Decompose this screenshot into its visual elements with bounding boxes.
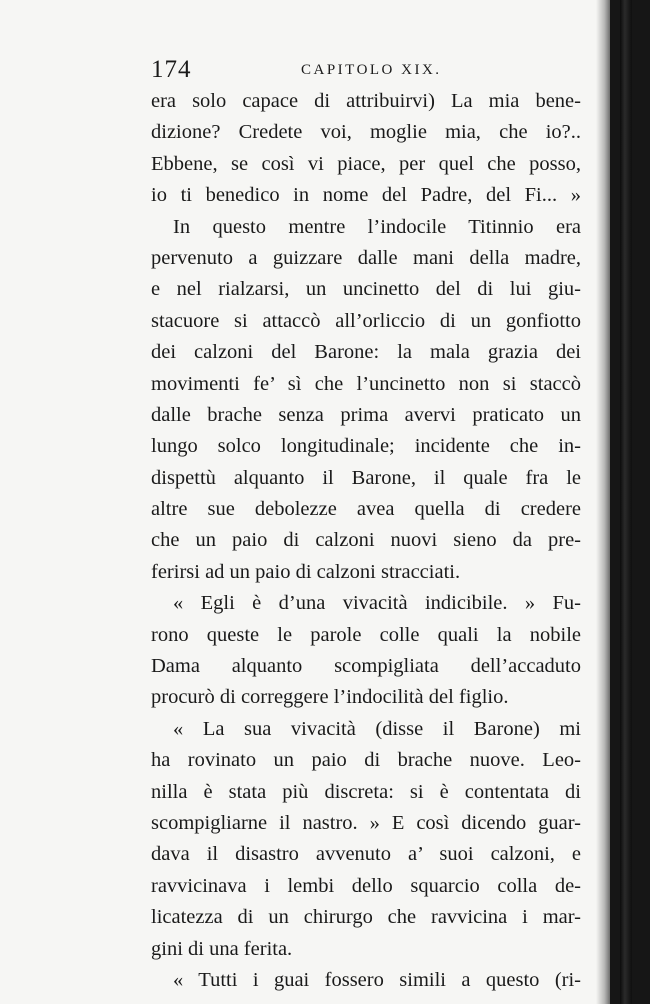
text-line: lungo solco longitudinale; incidente che in-	[151, 435, 581, 458]
body-text	[151, 86, 581, 996]
text-line: Ebbene, se così vi piace, per quel che posso,	[151, 152, 581, 175]
text-line: rono queste le parole colle quali la nobile	[151, 623, 581, 646]
text-line: nilla è stata più discreta: si è contentata di	[151, 780, 581, 803]
text-line: dizione? Credete voi, moglie mia, che io?..	[151, 121, 581, 144]
text-line: dalle brache senza prima avervi praticato un	[151, 403, 581, 426]
text-line: In questo mentre l’indocile Titinnio era	[173, 215, 581, 238]
chapter-title: CAPITOLO XIX.	[301, 62, 442, 78]
page-number: 174	[151, 56, 192, 83]
text-line: pervenuto a guizzare dalle mani della madre,	[151, 246, 581, 269]
text-line: procurò di correggere l’indocilità del figlio.	[151, 686, 509, 709]
page-edge-shadow	[596, 0, 610, 1004]
text-line: « Egli è d’una vivacità indicibile. » Fu-	[173, 592, 581, 615]
text-line: e nel rialzarsi, un uncinetto del di lui giu-	[151, 278, 581, 301]
running-header	[151, 56, 581, 86]
text-line: io ti benedico in nome del Padre, del Fi... »	[151, 184, 581, 207]
text-line: ravvicinava i lembi dello squarcio colla de-	[151, 874, 581, 897]
text-line: dava il disastro avvenuto a’ suoi calzoni, e	[151, 843, 581, 866]
text-line: movimenti fe’ sì che l’uncinetto non si staccò	[151, 372, 581, 395]
text-line: licatezza di un chirurgo che ravvicina i mar-	[151, 906, 581, 929]
text-line: gini di una ferita.	[151, 937, 293, 960]
text-line: stacuore si attaccò all’orliccio di un gonfiotto	[151, 309, 581, 332]
text-line: dei calzoni del Barone: la mala grazia dei	[151, 341, 581, 364]
text-line: altre sue debolezze avea quella di credere	[151, 498, 581, 521]
text-line: dispettù alquanto il Barone, il quale fra le	[151, 466, 581, 489]
book-spine-edge	[620, 0, 632, 1004]
text-line: ha rovinato un paio di brache nuove. Leo-	[151, 749, 581, 772]
text-line: che un paio di calzoni nuovi sieno da pre-	[151, 529, 581, 552]
text-line: Dama alquanto scompigliata dell’accaduto	[151, 655, 581, 678]
text-line: era solo capace di attribuirvi) La mia bene-	[151, 90, 581, 112]
text-line: « Tutti i guai fossero simili a questo (ri-	[173, 968, 581, 991]
text-line: scompigliarne il nastro. » E così dicendo guar-	[151, 811, 581, 834]
text-line: « La sua vivacità (disse il Barone) mi	[173, 717, 581, 740]
text-line: ferirsi ad un paio di calzoni stracciati.	[151, 560, 461, 583]
